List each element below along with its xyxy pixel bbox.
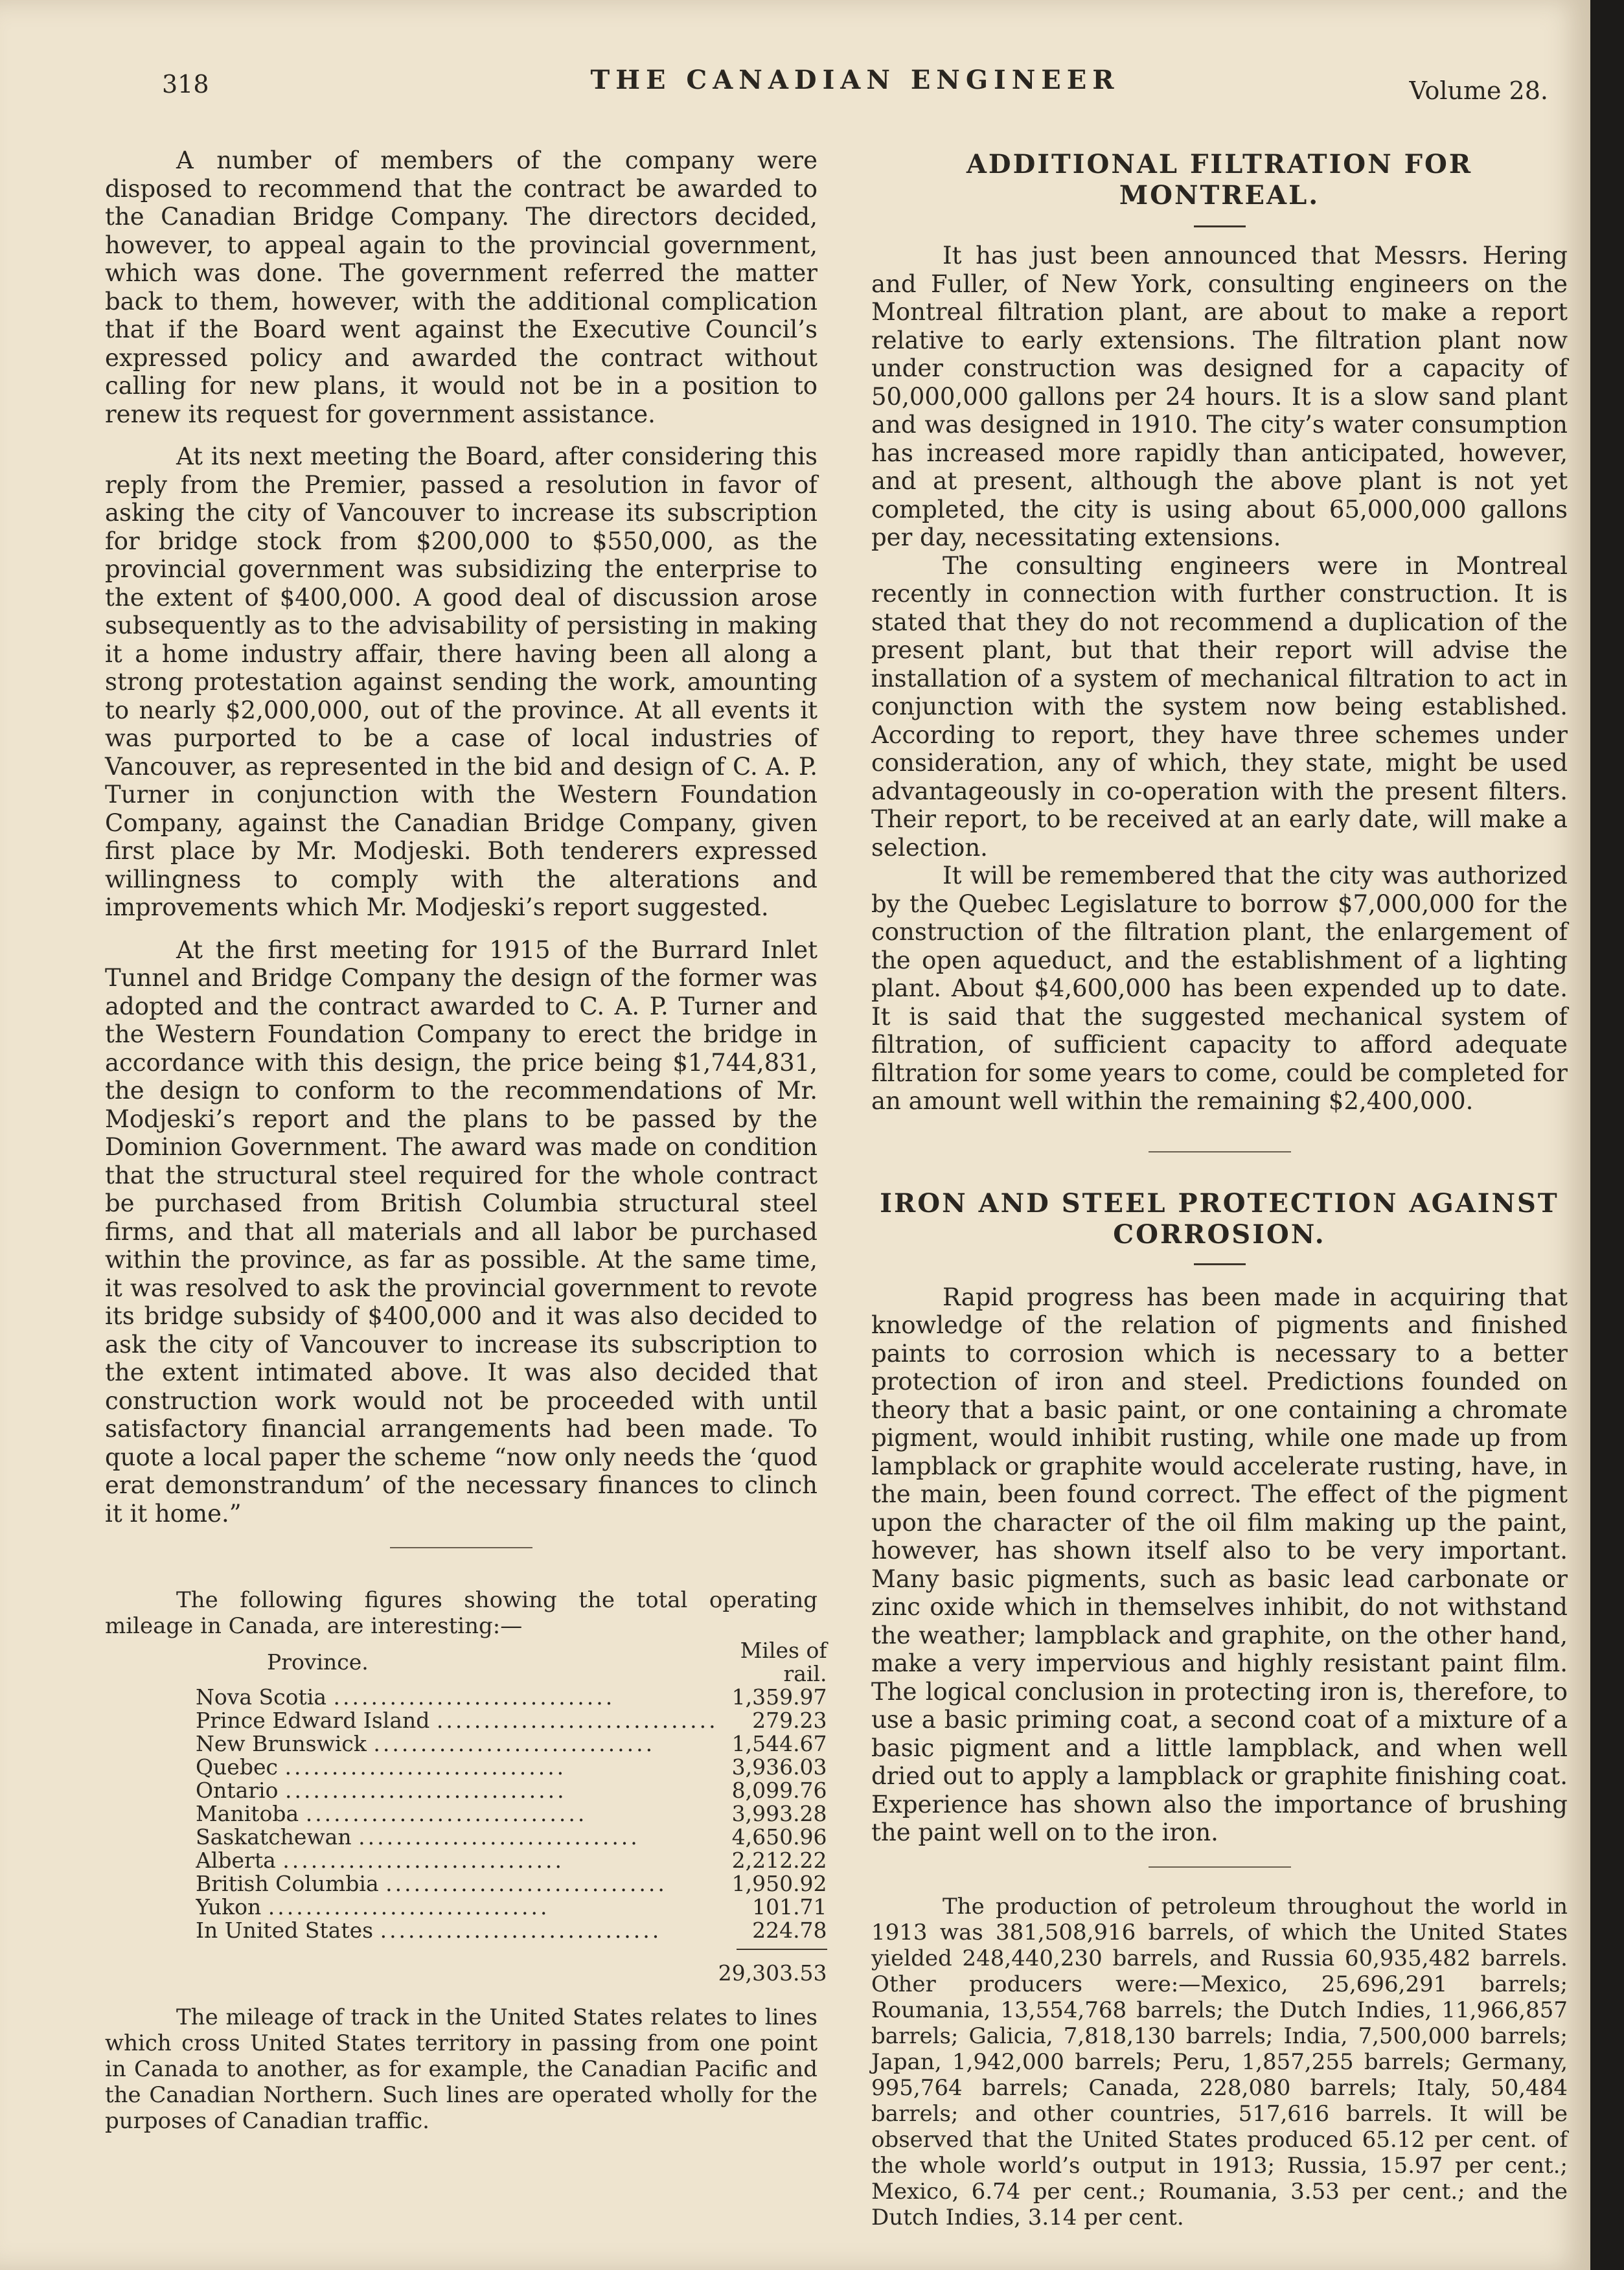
- bridge-paragraph-1: A number of members of the company were disposed to recommend that the contract be awarded to the Canadian Bridge Company. The directors decided, however, to appeal again to the provincial government, which was done. The government referred the matter back to them, however, with the additional complication that if the Board went against the Executive Council’s expressed policy and awarded the contract without calling for new plans, it would not be in a position to renew its request for government assistance.: [105, 146, 818, 428]
- journal-title: THE CANADIAN ENGINEER: [590, 65, 1120, 95]
- mileage-header-row: [196, 1639, 827, 1686]
- petroleum-paragraph: The production of petroleum throughout the world in 1913 was 381,508,916 barrels, of which the United States yielded 248,440,230 barrels, and Russia 60,935,482 barrels. Other producers were:—Mexico, 25,696,291 barrels; Roumania, 13,554,768 barrels; the Dutch Indies, 11,966,857 barrels; Galicia, 7,818,130 barrels; India, 7,500,000 barrels; Japan, 1,942,000 barrels; Peru, 1,857,255 barrels; Germany, 995,764 barrels; Canada, 228,080 barrels; Italy, 50,484 barrels; and other countries, 517,616 barrels. It will be observed that the United States produced 65.12 per cent. of the whole world’s output in 1913; Russia, 15.97 per cent.; Mexico, 6.74 per cent.; Roumania, 3.53 per cent.; and the Dutch Indies, 3.14 per cent.: [871, 1893, 1568, 2230]
- table-row: New Brunswick .............................. 1,544.67: [196, 1731, 827, 1756]
- corrosion-headline-line1: IRON AND STEEL PROTECTION AGAINST: [880, 1187, 1559, 1219]
- table-row: Nova Scotia .............................. 1,359.97: [196, 1684, 827, 1710]
- filtration-paragraph-3: It will be remembered that the city was authorized by the Quebec Legislature to borrow $7,000,000 for the construction of the filtration plant, the enlargement of the open aqueduct, and the establishment of a lighting plant. About $4,600,000 has been expended up to date. It is said that the suggested mechanical system of filtration, of sufficient capacity to afford adequate filtration for some years to come, could be completed for an amount well within the remaining $2,400,000.: [871, 862, 1568, 1115]
- miles-header: Miles of rail.: [740, 1638, 827, 1686]
- volume-label: Volume 28.: [1409, 76, 1548, 105]
- petroleum-section: [871, 1894, 1568, 2230]
- miles-value: 279.23: [752, 1708, 827, 1733]
- province-name: New Brunswick: [196, 1732, 367, 1756]
- miles-value: 224.78: [752, 1918, 827, 1943]
- table-row: Manitoba .............................. 3,993.28: [196, 1801, 827, 1826]
- miles-value: 2,212.22: [731, 1848, 827, 1873]
- total-miles: 29,303.53: [718, 1960, 827, 1986]
- section-divider: [1149, 1151, 1291, 1152]
- corrosion-paragraph: Rapid progress has been made in acquiring that knowledge of the relation of pigments and finished paints to corrosion which is necessary to a better protection of iron and steel. Predictions founded on theory that a basic paint, or one containing a chromate pigment, would inhibit rusting, while one made up from lampblack or graphite would accelerate rusting, have, in the main, been found correct. The effect of the pigment upon the character of the oil film making up the paint, however, has shown itself also to be very important. Many basic pigments, such as basic lead carbonate or zinc oxide which in themselves inhibit, do not withstand the weather; lampblack and graphite, on the other hand, make a very impervious and highly resistant paint film. The logical conclusion in protecting iron is, therefore, to use a basic priming coat, a second coat of a mixture of a basic pigment and a little lampblack, and when well dried out to apply a lampblack or graphite finishing coat. Experience has shown also the importance of brushing the paint well on to the iron.: [871, 1283, 1568, 1846]
- headline-rule: [1194, 1263, 1246, 1265]
- miles-value: 3,993.28: [731, 1801, 827, 1826]
- province-name: In United States: [196, 1919, 374, 1942]
- miles-value: 1,950.92: [731, 1871, 827, 1896]
- left-column: [105, 146, 827, 2134]
- total-rule: [737, 1949, 827, 1950]
- table-row: In United States .............................. 224.78: [196, 1918, 827, 1943]
- mileage-note: The mileage of track in the United States relates to lines which cross United States territory in passing from one point in Canada to another, as for example, the Canadian Pacific and the Canadian Northern. Such lines are operated wholly for the purposes of Canadian traffic.: [105, 2004, 818, 2134]
- province-name: British Columbia: [196, 1872, 379, 1896]
- table-row: British Columbia .............................. 1,950.92: [196, 1871, 827, 1896]
- province-name: Yukon: [196, 1896, 262, 1919]
- page-number: 318: [162, 70, 209, 98]
- total-row: [196, 1942, 827, 1985]
- province-name: Manitoba: [196, 1802, 299, 1826]
- miles-value: 4,650.96: [731, 1824, 827, 1850]
- filtration-headline: ADDITIONAL FILTRATION FOR MONTREAL.: [966, 149, 1473, 211]
- mileage-section: [105, 1587, 827, 2134]
- right-column: [871, 146, 1568, 2230]
- filtration-paragraph-1: It has just been announced that Messrs. Hering and Fuller, of New York, consulting engineers on the Montreal filtration plant, are about to make a report relative to early extensions. The filtration plant now under construction was designed for a capacity of 50,000,000 gallons per 24 hours. It is a slow sand plant and was designed in 1910. The city’s water consumption has increased more rapidly than anticipated, however, and at present, although the above plant is not yet completed, the city is using about 65,000,000 gallons per day, necessitating extensions.: [871, 242, 1568, 551]
- table-row: Yukon .............................. 101.71: [196, 1894, 827, 1920]
- corrosion-headline-line2: CORROSION.: [1113, 1219, 1326, 1250]
- province-name: Saskatchewan: [196, 1826, 352, 1849]
- province-name: Alberta: [196, 1849, 276, 1872]
- province-name: Prince Edward Island: [196, 1709, 430, 1732]
- province-name: Nova Scotia: [196, 1686, 326, 1709]
- page-header: [162, 65, 1548, 110]
- miles-value: 1,359.97: [731, 1684, 827, 1710]
- headline-rule: [1194, 225, 1246, 227]
- table-row: Prince Edward Island .............................. 279.23: [196, 1708, 827, 1733]
- province-name: Quebec: [196, 1756, 278, 1779]
- miles-value: 101.71: [752, 1894, 827, 1920]
- bridge-paragraph-2: At its next meeting the Board, after considering this reply from the Premier, passed a resolution in favor of asking the city of Vancouver to increase its subscription for bridge stock from $200,000 to $550,000, as the provincial government was subsidizing the enterprise to the extent of $400,000. A good deal of discussion arose subsequently as to the advisability of persisting in making it a home industry affair, there having been all along a strong protestation against sending the work, amounting to nearly $2,000,000, out of the province. At all events it was purported to be a case of local industries of Vancouver, as represented in the bid and design of C. A. P. Turner in conjunction with the Western Foundation Company, against the Canadian Bridge Company, given first place by Mr. Modjeski. Both tenderers expressed willingness to comply with the alterations and improvements which Mr. Modjeski’s report suggested.: [105, 442, 818, 921]
- mileage-intro: The following figures showing the total operating mileage in Canada, are interesting:—: [105, 1587, 818, 1639]
- table-row: Saskatchewan .............................. 4,650.96: [196, 1824, 827, 1850]
- miles-value: 8,099.76: [731, 1778, 827, 1803]
- filtration-paragraph-2: The consulting engineers were in Montreal recently in connection with further construction. It is stated that they do not recommend a duplication of the present plant, but that their report will advise the installation of a system of mechanical filtration to act in conjunction with the system now being established. According to report, they have three schemes under consideration, any of which, they state, might be used advantageously in co-operation with the present filters. Their report, to be received at an early date, will make a selection.: [871, 551, 1568, 862]
- mileage-table: [196, 1639, 827, 1985]
- section-divider: [390, 1547, 532, 1548]
- table-row: Quebec .............................. 3,936.03: [196, 1754, 827, 1780]
- table-row: Alberta .............................. 2,212.22: [196, 1848, 827, 1873]
- miles-value: 3,936.03: [731, 1754, 827, 1780]
- table-row: Ontario .............................. 8,099.76: [196, 1778, 827, 1803]
- bridge-paragraph-3: At the first meeting for 1915 of the Burrard Inlet Tunnel and Bridge Company the design of the former was adopted and the contract awarded to C. A. P. Turner and the Western Foundation Company to erect the bridge in accordance with this design, the price being $1,744,831, the design to conform to the recommendations of Mr. Modjeski’s report and the plans to be passed by the Dominion Government. The award was made on condition that the structural steel required for the whole contract be purchased from British Columbia structural steel firms, and that all materials and all labor be purchased within the province, as far as possible. At the same time, it was resolved to ask the provincial government to revote its bridge subsidy of $400,000 and it was also decided to ask the city of Vancouver to increase its subscription to the extent intimated above. It was also decided that construction work would not be proceeded with until satisfactory financial arrangements had been made. To quote a local paper the scheme “now only needs the ‘quod erat demonstrandum’ of the necessary finances to clinch it it home.”: [105, 935, 818, 1528]
- province-name: Ontario: [196, 1779, 279, 1802]
- section-divider: [1149, 1866, 1291, 1868]
- province-header: Province.: [267, 1649, 369, 1675]
- miles-value: 1,544.67: [731, 1731, 827, 1756]
